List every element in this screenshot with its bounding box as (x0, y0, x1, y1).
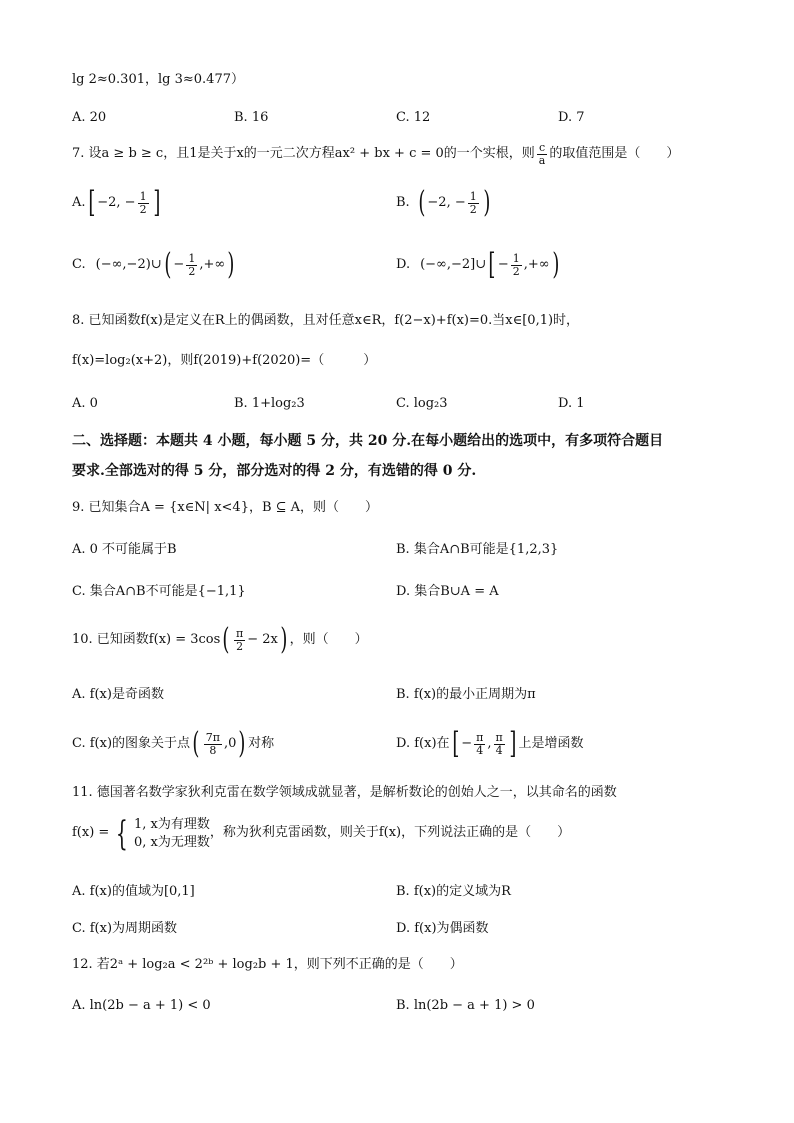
q7-b-label: B. (396, 194, 410, 210)
q10-d-num2: π (495, 730, 503, 744)
q7-c-den: 2 (188, 264, 196, 278)
left-bracket-icon: [ (488, 247, 496, 282)
q10-d-post: 上是增函数 (518, 735, 584, 751)
q10-frac-den: 2 (236, 639, 244, 653)
q11-option-b[interactable]: B. f(x)的定义域为R (396, 884, 511, 899)
q7-d-expr2: − (497, 256, 509, 272)
q11-case1: 1, x为有理数 (133, 817, 210, 832)
q7-d-num: 1 (512, 251, 520, 265)
q7-c-expr3: ,+∞ (199, 256, 226, 272)
right-bracket-icon: ] (509, 726, 517, 761)
q9-option-a[interactable]: A. 0 不可能属于B (72, 542, 177, 557)
q7-c-expr1: (−∞,−2)∪ (95, 256, 162, 272)
q7-d-label: D. (396, 256, 411, 272)
left-bracket-icon: [ (87, 185, 95, 220)
q10-stem (72, 622, 368, 657)
q7-d-expr3: ,+∞ (523, 256, 550, 272)
q8-option-c[interactable]: C. log₂3 (396, 396, 448, 411)
q10-option-c[interactable] (72, 726, 275, 761)
q7-b-den: 2 (469, 202, 477, 216)
q7-c-expr2: − (173, 256, 185, 272)
q7-c-num: 1 (188, 251, 196, 265)
q7-stem-pre: 7. 设a ≥ b ≥ c，且1是关于x的一元二次方程ax² + bx + c = 0的一个实根，则 (72, 145, 535, 161)
q6-option-c[interactable]: C. 12 (396, 110, 431, 125)
q7-frac-num: c (538, 141, 546, 154)
q7-option-b[interactable] (396, 185, 492, 220)
q8-stem-line2: f(x)=log₂(x+2)，则f(2019)+f(2020)=（ ） (72, 353, 377, 368)
q11-cases (134, 816, 210, 851)
q6-option-d[interactable]: D. 7 (558, 110, 585, 125)
q7-option-a[interactable] (72, 185, 162, 220)
q10-d-comma: , (487, 735, 492, 751)
q8-option-d[interactable]: D. 1 (558, 396, 585, 411)
q10-d-frac2 (494, 732, 505, 756)
q10-d-frac1 (474, 732, 485, 756)
q11-fx: f(x) = (72, 825, 110, 841)
q10-option-a[interactable]: A. f(x)是奇函数 (72, 687, 164, 702)
log-values-line: lg 2≈0.301，lg 3≈0.477） (72, 72, 244, 87)
q10-d-pre: D. f(x)在 (396, 735, 450, 751)
q6-option-a[interactable]: A. 20 (72, 110, 107, 125)
left-bracket-icon: [ (451, 726, 459, 761)
q10-fraction (234, 628, 245, 652)
q10-c-den: 8 (209, 743, 217, 757)
q10-stem-post: ，则（ ） (289, 631, 368, 647)
right-bracket-icon: ] (152, 185, 160, 220)
right-paren-icon: ) (238, 726, 246, 761)
q7-a-label: A. (72, 194, 86, 210)
q7-a-num: 1 (139, 189, 147, 203)
q7-b-num: 1 (469, 189, 477, 203)
q7-option-c[interactable] (72, 247, 237, 282)
q8-option-a[interactable]: A. 0 (72, 396, 98, 411)
q12-option-a[interactable]: A. ln(2b − a + 1) < 0 (72, 998, 211, 1013)
q7-b-frac (468, 191, 479, 215)
q10-stem-pre: 10. 已知函数f(x) = 3cos (72, 631, 221, 647)
q7-c-label: C. (72, 256, 86, 272)
q7-b-expr: −2, − (427, 194, 466, 210)
q10-option-b[interactable]: B. f(x)的最小正周期为π (396, 687, 536, 702)
q10-frac-num: π (236, 626, 244, 640)
q11-case2: 0, x为无理数 (133, 834, 210, 850)
q10-option-d[interactable] (396, 726, 584, 761)
q11-option-d[interactable]: D. f(x)为偶函数 (396, 921, 489, 936)
q11-stem-line1: 11. 德国著名数学家狄利克雷在数学领域成就显著，是解析数论的创始人之一，以其命名的函数 (72, 785, 617, 800)
q10-d-neg: − (461, 735, 473, 751)
q10-c-num: 7π (205, 730, 220, 744)
q12-option-b[interactable]: B. ln(2b − a + 1) > 0 (396, 998, 535, 1013)
section2-heading-line2: 要求.全部选对的得 5 分，部分选对的得 2 分，有选错的得 0 分. (72, 463, 477, 479)
q10-stem-mid: − 2x (247, 631, 278, 647)
q10-c-frac (204, 732, 222, 756)
left-paren-icon: ( (418, 185, 426, 220)
q7-a-den: 2 (139, 202, 147, 216)
left-paren-icon: ( (222, 622, 230, 657)
q7-d-frac (511, 253, 522, 277)
q7-option-d[interactable] (396, 247, 561, 282)
q10-d-den1: 4 (476, 743, 484, 757)
q7-d-expr1: (−∞,−2]∪ (420, 256, 487, 272)
q7-frac-den: a (538, 153, 546, 167)
q7-a-frac (138, 191, 149, 215)
q7-stem-post: 的取值范围是（ ） (549, 145, 680, 161)
q10-d-den2: 4 (495, 743, 503, 757)
right-paren-icon: ) (280, 622, 288, 657)
right-paren-icon: ) (551, 247, 560, 282)
q11-stem-line2 (72, 813, 571, 854)
q8-option-b[interactable]: B. 1+log₂3 (234, 396, 305, 411)
q9-stem: 9. 已知集合A = {x∈N| x<4}，B ⊆ A，则（ ） (72, 500, 379, 515)
q11-option-a[interactable]: A. f(x)的值域为[0,1] (72, 884, 195, 899)
q10-c-mid: ,0 (224, 735, 237, 751)
q11-stem-post: ，称为狄利克雷函数，则关于f(x)，下列说法正确的是（ ） (209, 825, 571, 841)
q7-a-expr: −2, − (97, 194, 136, 210)
left-paren-icon: ( (192, 726, 200, 761)
q7-fraction (537, 142, 548, 166)
q6-option-b[interactable]: B. 16 (234, 110, 269, 125)
q9-option-c[interactable]: C. 集合A∩B不可能是{−1,1} (72, 584, 246, 599)
q11-option-c[interactable]: C. f(x)为周期函数 (72, 921, 178, 936)
right-paren-icon: ) (483, 185, 491, 220)
q9-option-d[interactable]: D. 集合B∪A = A (396, 584, 499, 599)
q10-c-pre: C. f(x)的图象关于点 (72, 735, 191, 751)
q7-stem (72, 142, 679, 166)
q12-stem: 12. 若2ᵃ + log₂a < 2²ᵇ + log₂b + 1，则下列不正确的是（ ） (72, 957, 463, 972)
q7-c-frac (186, 253, 197, 277)
left-brace-icon: { (116, 813, 129, 854)
q8-stem-line1: 8. 已知函数f(x)是定义在R上的偶函数，且对任意x∈R，f(2−x)+f(x)=0.当x∈[0,1)时， (72, 313, 580, 328)
q7-d-den: 2 (512, 264, 520, 278)
right-paren-icon: ) (227, 247, 235, 282)
left-paren-icon: ( (164, 247, 172, 282)
q10-c-post: 对称 (248, 735, 275, 751)
q10-d-num1: π (476, 730, 484, 744)
section2-heading-line1: 二、选择题：本题共 4 小题，每小题 5 分，共 20 分.在每小题给出的选项中，有多项符合题目 (72, 433, 664, 449)
q9-option-b[interactable]: B. 集合A∩B可能是{1,2,3} (396, 542, 559, 557)
q11-piecewise (109, 813, 210, 854)
